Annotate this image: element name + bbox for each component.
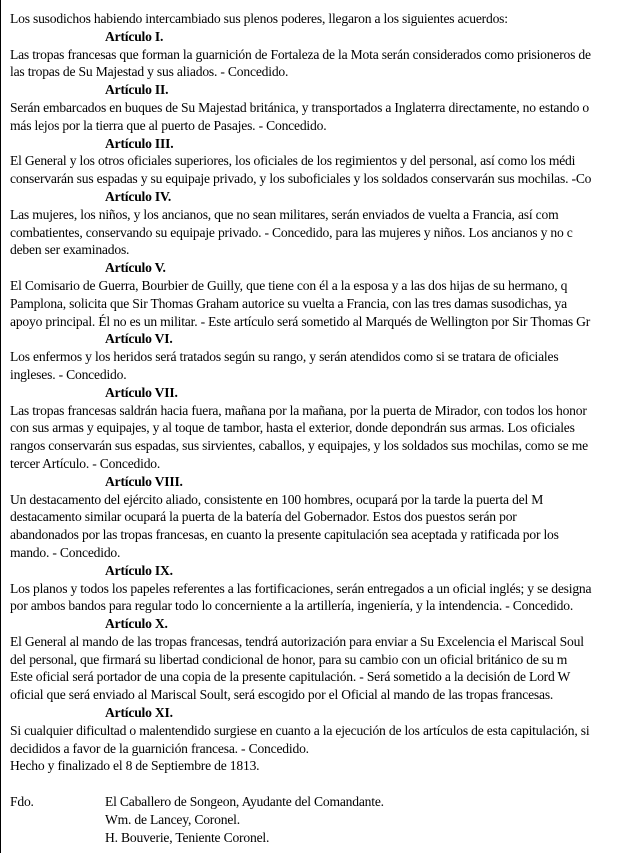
article-block [10, 188, 640, 259]
signature-row [10, 793, 640, 811]
signature-row [10, 811, 640, 829]
signatory-name: Wm. de Lancey, Coronel. [105, 811, 240, 827]
article-text-line: decididos a favor de la guarnición francesa. - Concedido. [10, 740, 309, 756]
signature-label: Fdo. [10, 794, 34, 810]
article-block [10, 562, 640, 615]
article-block [10, 28, 640, 81]
article-text-line: más lejos por la tierra que al puerto de Pasajes. - Concedido. [10, 117, 327, 133]
article-block [10, 615, 640, 704]
article-text-line: Las tropas francesas que forman la guarnición de Fortaleza de la Mota serán considerados como prisioneros de [10, 46, 591, 62]
article-heading: Artículo VIII. [105, 473, 183, 489]
article-text-line: conservarán sus espadas y su equipaje privado, y los suboficiales y los soldados conservarán sus mochilas. -Co [10, 171, 592, 187]
article-text-line: las tropas de Su Majestad y sus aliados. - Concedido. [10, 64, 289, 80]
article-block [10, 473, 640, 562]
article-text-line: Si cualquier dificultad o malentendido surgiese en cuanto a la ejecución de los artículos de esta capitulación, si [10, 722, 590, 738]
article-text-line: Un destacamento del ejército aliado, consistente en 100 hombres, ocupará por la tarde la puerta del M [10, 491, 544, 507]
articles-list [10, 28, 640, 758]
article-text-line: abandonados por las tropas francesas, en cuanto la presente capitulación sea aceptada y ratificada por los [10, 527, 559, 543]
article-heading: Artículo V. [105, 260, 166, 276]
signature-spacer [10, 775, 640, 793]
article-heading: Artículo VII. [105, 384, 178, 400]
article-text-line: destacamento similar ocupará la puerta de la batería del Gobernador. Estos dos puestos serán por [10, 509, 517, 525]
intro-paragraph: Los susodichos habiendo intercambiado sus plenos poderes, llegaron a los siguientes acuerdos: [10, 11, 508, 26]
article-heading: Artículo IV. [105, 188, 172, 204]
article-block [10, 384, 640, 473]
article-block [10, 330, 640, 383]
signatory-name: H. Bouverie, Teniente Coronel. [105, 829, 270, 845]
article-text-line: deben ser examinados. [10, 242, 130, 258]
closing-line: Hecho y finalizado el 8 de Septiembre de 1813. [10, 758, 260, 774]
article-text-line: oficial que será enviado al Mariscal Soult, será escogido por el Oficial al mando de las tropas francesas. [10, 687, 554, 703]
signature-row [10, 829, 640, 847]
signature-block [10, 793, 640, 846]
article-text-line: rangos conservarán sus espadas, sus sirvientes, caballos, y equipajes, y los soldados sus mochilas, como se me [10, 438, 588, 454]
article-text-line: Las mujeres, los niños, y los ancianos, que no sean militares, serán enviados de vuelta a Francia, así com [10, 206, 559, 222]
article-text-line: por ambos bandos para regular todo lo concerniente a la artillería, ingeniería, y la intendencia. - Concedido. [10, 598, 574, 614]
article-text-line: El General al mando de las tropas francesas, tendrá autorización para enviar a Su Excelencia el Mariscal Soul [10, 633, 584, 649]
signatory-name: El Caballero de Songeon, Ayudante del Comandante. [105, 794, 384, 810]
article-text-line: combatientes, conservando su equipaje privado. - Concedido, para las mujeres y niños. Los ancianos y no c [10, 224, 573, 240]
article-heading: Artículo VI. [105, 331, 173, 347]
article-text-line: apoyo principal. Él no es un militar. - Este artículo será sometido al Marqués de Wellington por Sir Thomas Gr [10, 313, 591, 329]
article-text-line: con sus armas y equipajes, y al toque de tambor, hasta el exterior, donde depondrán sus armas. Los oficiales [10, 420, 575, 436]
article-text-line: mando. - Concedido. [10, 544, 121, 560]
article-text-line: Pamplona, solicita que Sir Thomas Graham autorice su vuelta a Francia, con las tres damas susodichas, ya [10, 295, 567, 311]
article-block [10, 81, 640, 134]
article-text-line: del personal, que firmará su libertad condicional de honor, para su cambio con un oficial británico de su m [10, 651, 568, 667]
article-text-line: Los enfermos y los heridos será tratados según su rango, y serán atendidos como si se tratara de oficiales [10, 349, 559, 365]
article-block [10, 259, 640, 330]
article-block [10, 704, 640, 757]
article-text-line: Este oficial será portador de una copia de la presente capitulación. - Será sometido a la decisión de Lord W [10, 669, 571, 685]
article-block [10, 135, 640, 188]
article-text-line: tercer Artículo. - Concedido. [10, 455, 161, 471]
article-heading: Artículo I. [105, 28, 164, 44]
article-heading: Artículo II. [105, 82, 169, 98]
article-text-line: El Comisario de Guerra, Bourbier de Guilly, que tiene con él a la esposa y a las dos hijas de su hermano, q [10, 277, 568, 293]
article-text-line: ingleses. - Concedido. [10, 366, 127, 382]
article-text-line: Serán embarcados en buques de Su Majestad británica, y transportados a Inglaterra directamente, no estando o [10, 99, 589, 115]
article-heading: Artículo IX. [105, 562, 173, 578]
article-text-line: Las tropas francesas saldrán hacia fuera, mañana por la mañana, por la puerta de Mirador, con todos los honor [10, 402, 587, 418]
article-heading: Artículo III. [105, 135, 174, 151]
article-heading: Artículo X. [105, 616, 168, 632]
article-heading: Artículo XI. [105, 705, 173, 721]
article-text-line: Los planos y todos los papeles referentes a las fortificaciones, serán entregados a un oficial inglés; y se designa [10, 580, 592, 596]
article-text-line: El General y los otros oficiales superiores, los oficiales de los regimientos y del personal, así como los médi [10, 153, 576, 169]
document-body [10, 10, 640, 846]
